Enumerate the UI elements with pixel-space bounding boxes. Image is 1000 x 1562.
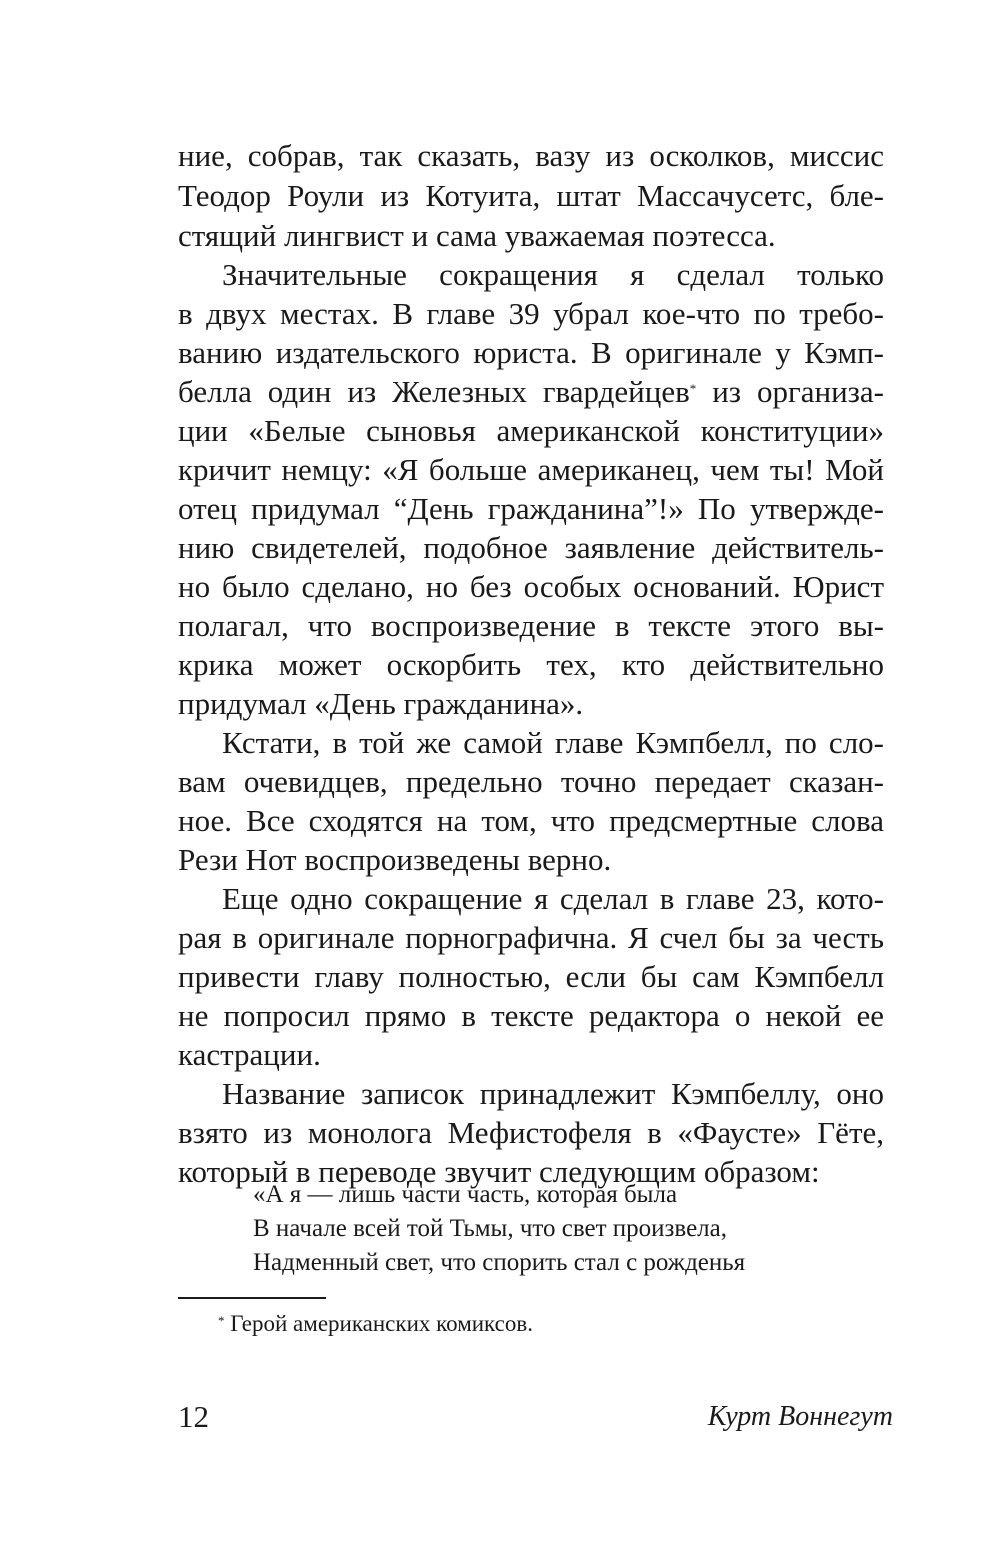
text-line: кричит немцу: «Я больше американец, чем ты! Мой bbox=[178, 452, 884, 487]
text-line: Рези Нот воспроизведены верно. bbox=[178, 842, 612, 877]
text-line: ние, собрав, так сказать, вазу из осколков, миссис bbox=[178, 138, 884, 173]
text-line: взято из монолога Мефистофеля в «Фаусте» Гёте, bbox=[178, 1115, 884, 1150]
text-line: ное. Все сходятся на том, что предсмертные слова bbox=[178, 803, 884, 838]
text-line: который в переводе звучит следующим образом: bbox=[178, 1154, 820, 1189]
text-line: Кстати, в той же самой главе Кэмпбелл, по сло- bbox=[222, 725, 884, 760]
text-line: полагал, что воспроизведение в тексте этого вы- bbox=[178, 608, 884, 643]
poem-line: Надменный свет, что спорить стал с рожденья bbox=[253, 1249, 746, 1276]
footnote-marker: * bbox=[218, 1313, 225, 1328]
text-line: нию свидетелей, подобное заявление действитель- bbox=[178, 530, 884, 565]
text-line: ванию издательского юриста. В оригинале у Кэмп- bbox=[178, 335, 884, 370]
text-line: не попросил прямо в тексте редактора о некой ее bbox=[178, 998, 884, 1033]
text-line: стящий лингвист и сама уважаемая поэтесса. bbox=[178, 218, 776, 253]
text-line: Еще одно сокращение я сделал в главе 23, кото- bbox=[222, 881, 884, 916]
text-line: придумал «День гражданина». bbox=[178, 686, 584, 721]
text-line: кастрации. bbox=[178, 1037, 321, 1072]
text-line: Название записок принадлежит Кэмпбеллу, оно bbox=[222, 1076, 884, 1111]
text-line: крика может оскорбить тех, кто действительно bbox=[178, 647, 884, 682]
text-fragment: белла один из Железных гвардейцев bbox=[178, 374, 690, 409]
text-line: рая в оригинале порнографична. Я счел бы за честь bbox=[178, 920, 884, 955]
running-footer-author: Курт Воннегут bbox=[707, 1401, 893, 1432]
text-line: в двух местах. В главе 39 убрал кое-что по требо- bbox=[178, 296, 884, 331]
footnote-divider bbox=[178, 1297, 326, 1299]
poem-line: «А я — лишь части часть, которая была bbox=[253, 1181, 678, 1208]
footnote-reference: * bbox=[689, 381, 697, 396]
text-line: Теодор Роули из Котуита, штат Массачусетс, бле- bbox=[178, 178, 884, 213]
text-line: отец придумал “День гражданина”!» По утвержде- bbox=[178, 491, 884, 526]
footnote bbox=[218, 1309, 533, 1339]
text-line: ции «Белые сыновья американской конституции» bbox=[178, 413, 884, 448]
footnote-text: Герой американских комиксов. bbox=[230, 1311, 533, 1336]
text-line: привести главу полностью, если бы сам Кэмпбелл bbox=[178, 959, 884, 994]
text-line: но было сделано, но без особых оснований. Юрист bbox=[178, 569, 884, 604]
text-fragment: из организа- bbox=[712, 374, 884, 409]
page-number: 12 bbox=[178, 1399, 209, 1434]
text-line: вам очевидцев, предельно точно передает сказан- bbox=[178, 764, 884, 799]
text-line-with-footnote-ref bbox=[178, 373, 884, 411]
poem-line: В начале всей той Тьмы, что свет произвела, bbox=[253, 1215, 727, 1242]
text-line: Значительные сокращения я сделал только bbox=[222, 257, 884, 292]
